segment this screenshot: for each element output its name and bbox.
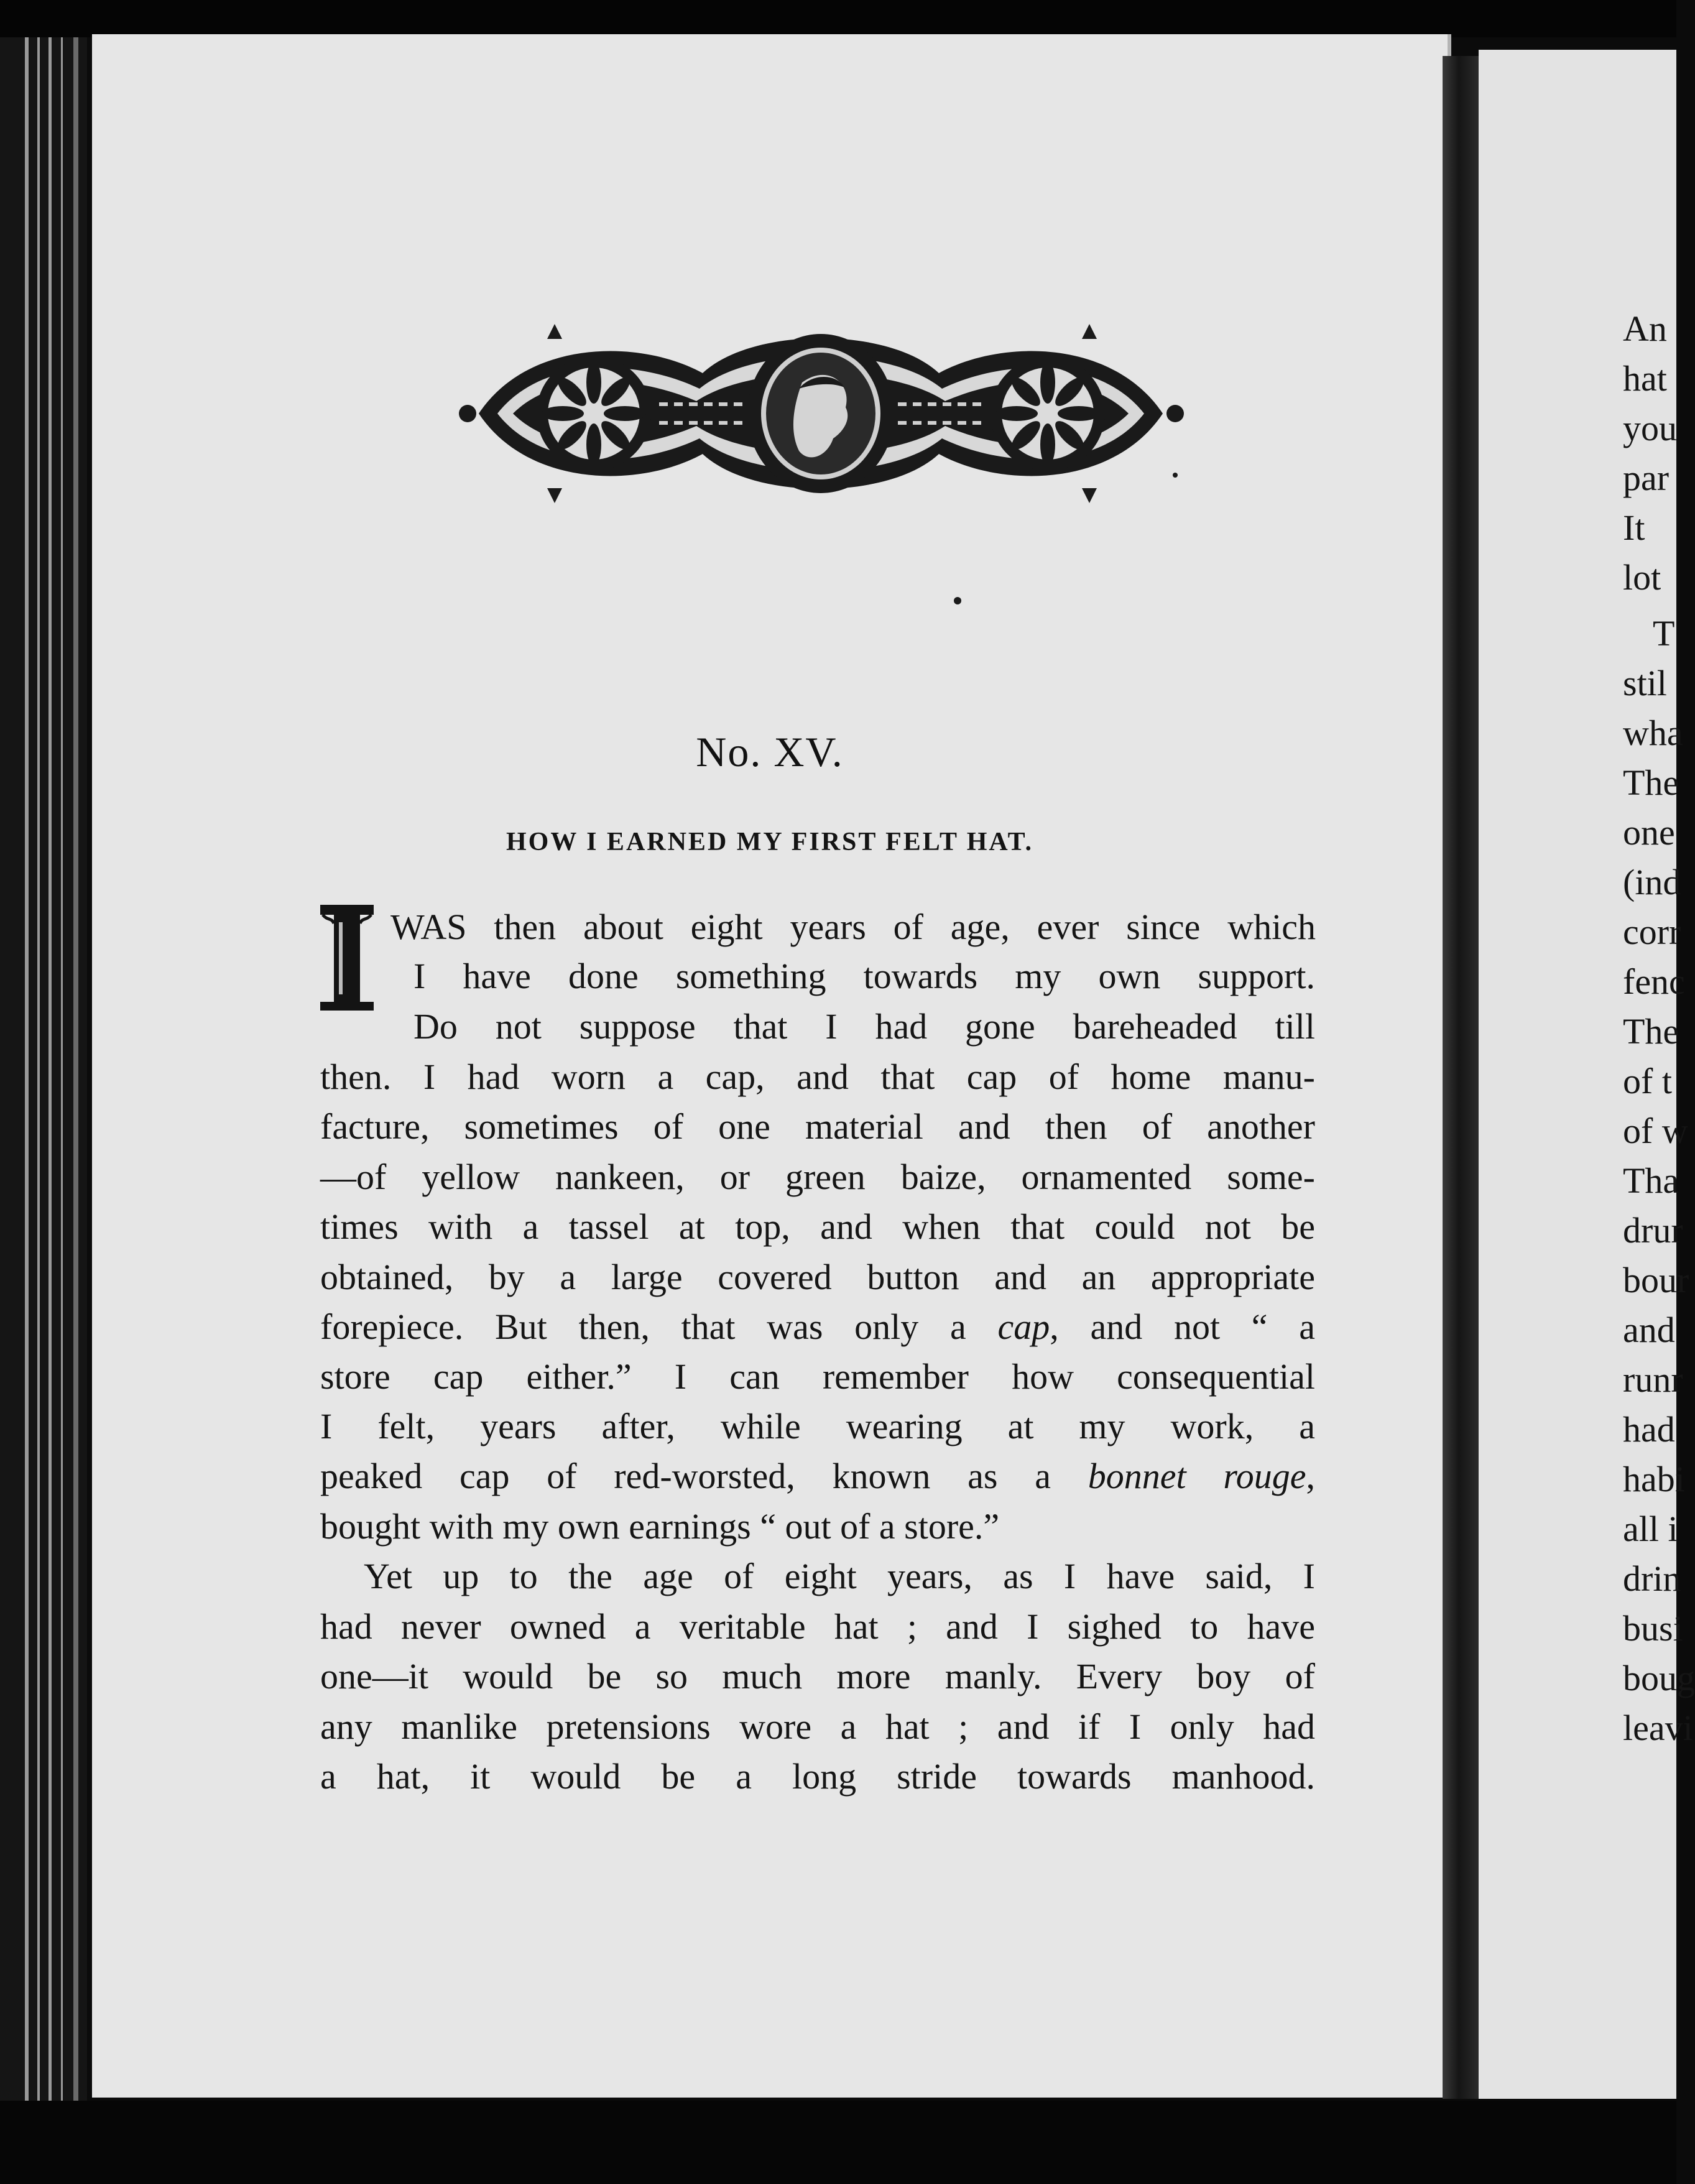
body-text-line (413, 1006, 1315, 1047)
scan-border-top (0, 0, 1676, 37)
facing-page-fragment: Tha (1623, 1160, 1679, 1201)
text-run: Yet up to the age of eight years, as I have said, I (364, 1556, 1315, 1596)
italic-phrase: cap (966, 1307, 1050, 1347)
ink-speck (954, 597, 961, 604)
facing-page-fragment: boug (1623, 1658, 1695, 1698)
body-text-line (320, 1656, 1315, 1696)
text-run: facture, sometimes of one material and then of another (320, 1106, 1315, 1147)
text-run: peaked cap of red-worsted, known as a (320, 1456, 1051, 1496)
facing-page-fragment: busi (1623, 1608, 1683, 1649)
facing-page-fragment: of w (1623, 1111, 1688, 1151)
text-run: Do not suppose that I had gone bareheaded till (413, 1006, 1315, 1047)
facing-page-fragment: par (1623, 458, 1670, 498)
facing-page-fragment: (ind (1623, 862, 1681, 902)
body-text-line (320, 1756, 1315, 1797)
body-text-line (320, 1606, 1315, 1647)
body-text-line (320, 1259, 1315, 1295)
facing-page-fragment: corr (1623, 912, 1681, 952)
ornamental-headpiece-icon (454, 314, 1188, 513)
body-text-line (364, 1558, 1315, 1594)
facing-page-fragment: The (1623, 762, 1679, 803)
book-edge-left (0, 37, 87, 2102)
text-run: had never owned a veritable hat ; and I sighed to have (320, 1606, 1315, 1647)
text-run: bought with my own earnings “ out of a store.” (320, 1506, 1000, 1547)
facing-page-fragment: An (1623, 308, 1667, 349)
text-run: I felt, years after, while wearing at my work, a (320, 1406, 1315, 1446)
facing-page-fragment: hat (1623, 358, 1667, 399)
chapter-number: No. XV. (696, 728, 844, 775)
facing-page-fragment: bour (1623, 1260, 1689, 1300)
text-run: one—it would be so much more manly. Every boy of (320, 1656, 1315, 1696)
body-text-line (320, 1309, 1315, 1345)
body-text-line (320, 1458, 1315, 1494)
body-text-line (320, 1506, 1191, 1547)
body-text-line (413, 958, 1315, 994)
text-run: —of yellow nankeen, or green baize, ornamented some- (320, 1157, 1315, 1197)
body-text-line (320, 1206, 1315, 1247)
facing-page-fragment: drin (1623, 1558, 1681, 1599)
body-text-line (320, 1106, 1315, 1147)
decorated-initial-icon (320, 905, 374, 1014)
body-text-line (390, 909, 1316, 945)
facing-page-fragment: leavi (1623, 1708, 1693, 1748)
facing-page-fragment: wha (1623, 713, 1683, 753)
text-run: WAS then about eight years of age, ever since which (390, 907, 1316, 947)
facing-page (1479, 50, 1695, 2099)
text-run: times with a tassel at top, and when that could not be (320, 1206, 1315, 1247)
italic-phrase: bonnet rouge (1050, 1456, 1306, 1496)
chapter-title: HOW I EARNED MY FIRST FELT HAT. (506, 828, 1033, 856)
facing-page-fragment: of t (1623, 1061, 1672, 1101)
facing-page-fragment: lot (1623, 557, 1661, 598)
body-text-line (320, 1159, 1315, 1195)
facing-page-fragment: had (1623, 1409, 1675, 1450)
facing-page-fragment: all i (1623, 1509, 1678, 1549)
facing-page-fragment: It (1623, 507, 1645, 548)
body-text-line (320, 1406, 1315, 1446)
book-gutter (1443, 56, 1479, 2099)
text-run: , (1306, 1456, 1315, 1496)
text-run: then. I had worn a cap, and that cap of home manu- (320, 1057, 1315, 1097)
text-run: a hat, it would be a long stride towards manhood. (320, 1756, 1315, 1797)
text-run: , and not “ a (1050, 1307, 1316, 1347)
text-run: any manlike pretensions wore a hat ; and if I only had (320, 1706, 1315, 1747)
body-text-line (320, 1706, 1315, 1747)
scan-border-bottom (0, 2101, 1676, 2184)
ink-speck (1173, 473, 1178, 478)
text-run: obtained, by a large covered button and an appropriate (320, 1257, 1315, 1297)
body-text-line (320, 1356, 1315, 1397)
facing-page-fragment: stil (1623, 663, 1667, 703)
facing-page-fragment: fenc (1623, 961, 1685, 1002)
body-text-line (320, 1059, 1315, 1095)
facing-page-fragment: The (1623, 1011, 1679, 1052)
facing-page-fragment: habi (1623, 1459, 1685, 1499)
facing-page-fragment: one (1623, 812, 1675, 853)
facing-page-fragment: runr (1623, 1359, 1683, 1400)
facing-page-fragment: you (1623, 408, 1677, 448)
facing-page-fragment: drur (1623, 1210, 1683, 1251)
text-run: store cap either.” I can remember how consequential (320, 1356, 1315, 1397)
text-run: I have done something towards my own support. (413, 956, 1315, 996)
facing-page-fragment: T (1653, 613, 1675, 654)
facing-page-fragment: and (1623, 1310, 1675, 1350)
text-run: forepiece. But then, that was only a (320, 1307, 966, 1347)
